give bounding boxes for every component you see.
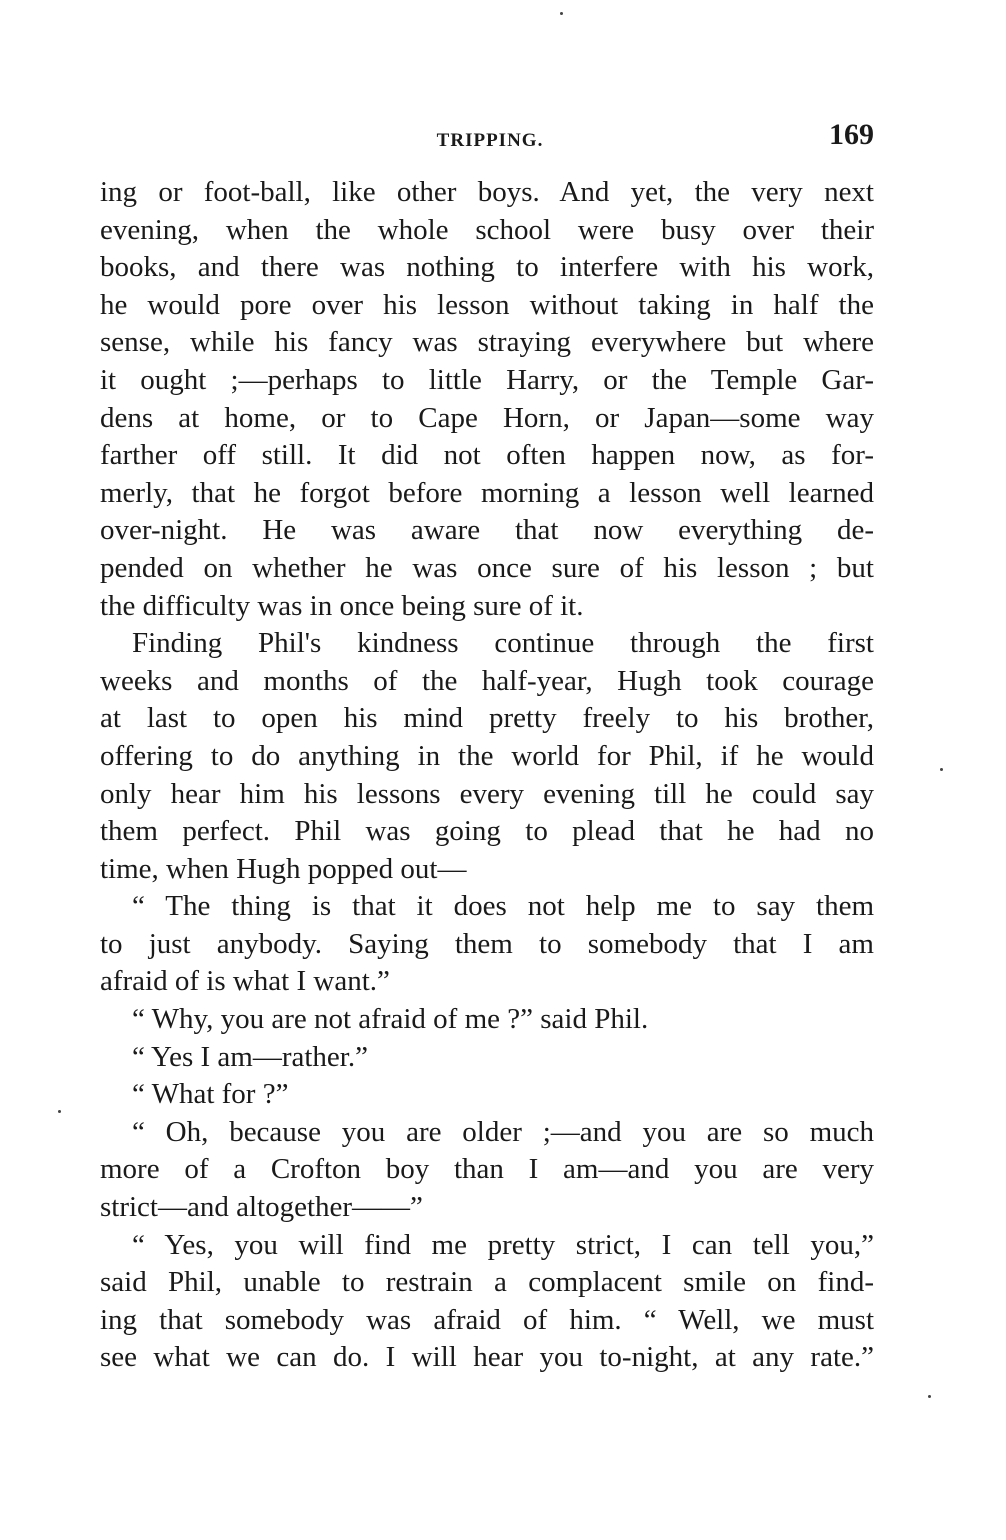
text-line: farther off still. It did not often happen now, as for- xyxy=(100,439,874,472)
page-number: 169 xyxy=(829,118,874,151)
print-speck xyxy=(940,768,943,771)
text-line: “ Why, you are not afraid of me ?” said Phil. xyxy=(132,1003,649,1036)
text-line: see what we can do. I will hear you to-night, at any rate.” xyxy=(100,1341,874,1374)
text-line: “ Yes, you will find me pretty strict, I can tell you,” xyxy=(132,1228,874,1261)
text-line: ing or foot-ball, like other boys. And yet, the very next xyxy=(100,176,874,208)
text-line: said Phil, unable to restrain a complacent smile on find- xyxy=(100,1266,874,1299)
print-speck xyxy=(560,12,563,15)
text-line: Finding Phil's kindness continue through the first xyxy=(132,627,874,660)
text-line: evening, when the whole school were busy over their xyxy=(100,213,874,246)
text-line: offering to do anything in the world for Phil, if he would xyxy=(100,739,874,772)
text-line: “ Oh, because you are older ;—and you are so much xyxy=(132,1115,874,1148)
text-line: to just anybody. Saying them to somebody that I am xyxy=(100,927,874,960)
text-line: he would pore over his lesson without taking in half the xyxy=(100,288,874,321)
text-line: only hear him his lessons every evening till he could say xyxy=(100,777,874,810)
text-line: “ The thing is that it does not help me to say them xyxy=(132,890,874,923)
text-line: at last to open his mind pretty freely to his brother, xyxy=(100,702,874,735)
text-line: it ought ;—perhaps to little Harry, or the Temple Gar- xyxy=(100,363,874,396)
body-text xyxy=(100,174,874,1377)
text-line: books, and there was nothing to interfere with his work, xyxy=(100,251,874,284)
print-speck xyxy=(928,1395,931,1398)
text-line: afraid of is what I want.” xyxy=(100,965,390,998)
running-header xyxy=(100,118,880,158)
running-title: TRIPPING. xyxy=(436,130,544,151)
text-line: “ What for ?” xyxy=(132,1078,289,1111)
text-line: sense, while his fancy was straying everywhere but where xyxy=(100,326,874,359)
text-line: the difficulty was in once being sure of it. xyxy=(100,589,584,622)
text-line: more of a Crofton boy than I am—and you are very xyxy=(100,1153,874,1186)
text-line: over-night. He was aware that now everything de- xyxy=(100,514,874,547)
text-line: weeks and months of the half-year, Hugh took courage xyxy=(100,664,874,697)
text-line: “ Yes I am—rather.” xyxy=(132,1040,368,1073)
text-line: pended on whether he was once sure of his lesson ; but xyxy=(100,551,874,584)
text-line: dens at home, or to Cape Horn, or Japan—some way xyxy=(100,401,874,434)
text-line: strict—and altogether——” xyxy=(100,1191,423,1224)
text-line: time, when Hugh popped out— xyxy=(100,852,467,885)
text-line: them perfect. Phil was going to plead that he had no xyxy=(100,815,874,848)
text-line: merly, that he forgot before morning a lesson well learned xyxy=(100,476,874,509)
text-line: ing that somebody was afraid of him. “ Well, we must xyxy=(100,1303,874,1336)
print-speck xyxy=(58,1110,61,1113)
